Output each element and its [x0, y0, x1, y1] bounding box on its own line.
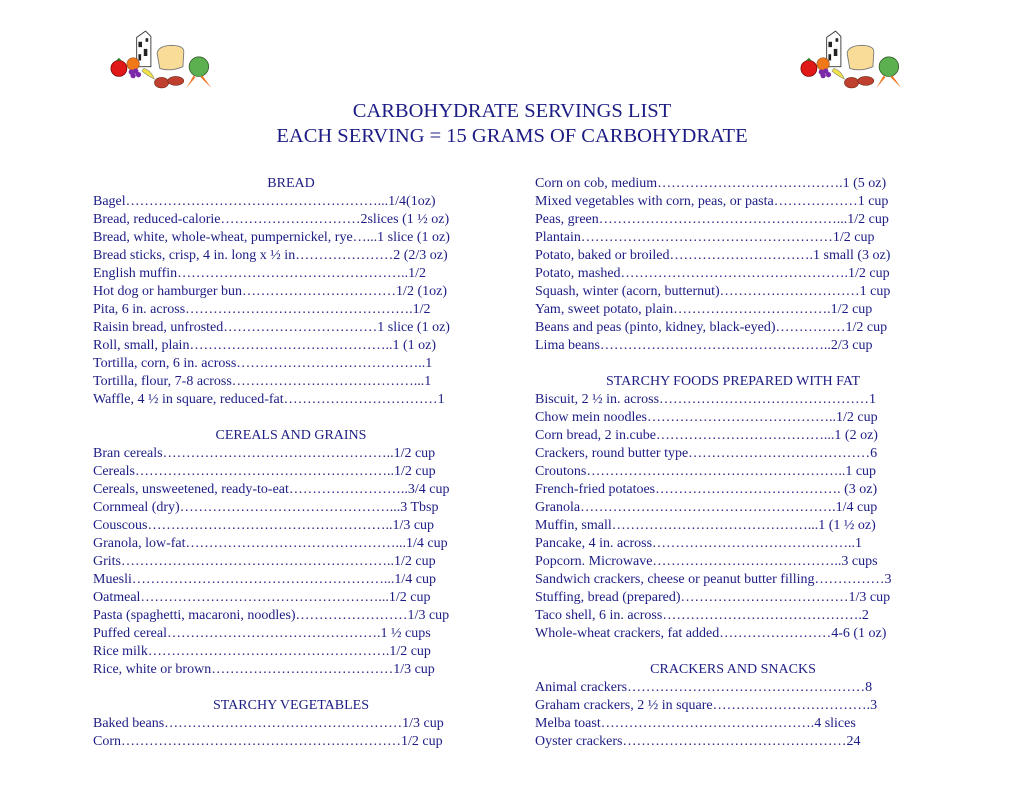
- list-item: Granola, low-fat………………………………………...1/4 cup: [93, 536, 448, 551]
- list-item: Whole-wheat crackers, fat added……………………4-6 (1 oz): [535, 626, 887, 641]
- section-crackers-and-snacks: [535, 643, 931, 751]
- tomato-icon: [111, 58, 127, 77]
- list-item: Biscuit, 2 ½ in. across………………………………………1: [535, 392, 877, 407]
- banana-icon: [142, 68, 154, 79]
- list-item: Squash, winter (acorn, butternut)…………………………1 cup: [535, 284, 891, 299]
- list-item: Croutons………………………………………………..1 cup: [535, 464, 877, 479]
- section-heading: STARCHY FOODS PREPARED WITH FAT: [605, 374, 861, 389]
- list-item: Granola……………………………………………….1/4 cup: [535, 500, 878, 515]
- list-item: Tortilla, corn, 6 in. across…………………………………..1: [93, 356, 433, 371]
- section-bread: [93, 175, 489, 409]
- list-item: Peas, green……………………………………………...1/2 cup: [535, 212, 889, 227]
- section-starchy-vegetables: [93, 679, 489, 751]
- section-spacer: [535, 355, 931, 373]
- list-item: Cereals, unsweetened, ready-to-eat……………………..3/4 cup: [93, 482, 450, 497]
- list-item: Bread, white, whole-wheat, pumpernickel, rye…...1 slice (1 oz): [93, 230, 450, 245]
- list-item: Roll, small, plain……………………………………..1 (1 oz): [93, 338, 436, 353]
- section-spacer: [93, 679, 489, 697]
- list-item: Beans and peas (pinto, kidney, black-eyed)……………1/2 cup: [535, 320, 888, 335]
- list-item: Oatmeal……………………………………………...1/2 cup: [93, 590, 431, 605]
- orange-icon: [817, 58, 829, 70]
- list-item: Sandwich crackers, cheese or peanut butter filling……………3: [535, 572, 892, 587]
- list-item: Mixed vegetables with corn, peas, or pasta………………1 cup: [535, 194, 889, 209]
- left-column: [93, 175, 489, 751]
- list-item: Plantain………………………………………………1/2 cup: [535, 230, 875, 245]
- bread-icon: [157, 45, 184, 70]
- bread-icon: [847, 45, 874, 70]
- banana-icon: [832, 68, 844, 79]
- list-item: Popcorn. Microwave…………………………………..3 cups: [535, 554, 878, 569]
- list-item: Bagel………………………………………………...1/4(1oz): [93, 194, 436, 209]
- grapes-icon: [129, 68, 141, 78]
- list-item: Bread, reduced-calorie…………………………2slices (1 ½ oz): [93, 212, 450, 227]
- section-starchy-foods-prepared-with-fat: [535, 355, 931, 643]
- list-item: Taco shell, 6 in. across…………………………………….2: [535, 608, 869, 623]
- food-clipart-left: [96, 24, 236, 104]
- section-heading: BREAD: [267, 176, 315, 191]
- list-item: Bread sticks, crisp, 4 in. long x ½ in…………………2 (2/3 oz): [93, 248, 448, 263]
- section-spacer: [535, 643, 931, 661]
- carrot-icon: [186, 76, 211, 88]
- list-item: Pasta (spaghetti, macaroni, noodles)……………………1/3 cup: [93, 608, 450, 623]
- list-item: Baked beans……………………………………………1/3 cup: [93, 716, 444, 731]
- list-item: Yam, sweet potato, plain…………………………….1/2 cup: [535, 302, 873, 317]
- list-item: Animal crackers……………………………………………8: [535, 680, 873, 695]
- list-item: Raisin bread, unfrosted……………………………1 slice (1 oz): [93, 320, 450, 335]
- list-item: Potato, baked or broiled………………………….1 small (3 oz): [535, 248, 891, 263]
- list-item: Stuffing, bread (prepared)………………………………1/3 cup: [535, 590, 891, 605]
- list-item: English muffin…………………………………………..1/2: [93, 266, 427, 281]
- right-column: [535, 175, 931, 751]
- section-heading: CRACKERS AND SNACKS: [650, 662, 816, 677]
- lettuce-icon: [879, 57, 899, 77]
- tomato-icon: [801, 58, 817, 77]
- list-item: Corn bread, 2 in.cube………………………………...1 (2 oz): [535, 428, 878, 443]
- list-item: Grits…………………………………………………..1/2 cup: [93, 554, 436, 569]
- meat-icon: [154, 76, 183, 88]
- food-clipart-right: [786, 24, 926, 104]
- list-item: Chow mein noodles…………………………………..1/2 cup: [535, 410, 878, 425]
- list-item: Couscous……………………………………………..1/3 cup: [93, 518, 435, 533]
- list-item: Cereals………………………………………………..1/2 cup: [93, 464, 436, 479]
- lettuce-icon: [189, 57, 209, 77]
- list-item: Crackers, round butter type…………………………………6: [535, 446, 878, 461]
- list-item: Melba toast……………………………………….4 slices: [535, 716, 856, 731]
- list-item: Muesli………………………………………………...1/4 cup: [93, 572, 436, 587]
- list-item: Potato, mashed………………………………………….1/2 cup: [535, 266, 890, 281]
- list-item: Cornmeal (dry)………………………………………...3 Tbsp: [93, 500, 439, 515]
- list-item: Bran cereals…………………………………………..1/2 cup: [93, 446, 436, 461]
- page-subtitle: EACH SERVING = 15 GRAMS OF CARBOHYDRATE: [276, 125, 748, 147]
- list-item: Waffle, 4 ½ in square, reduced-fat……………………………1: [93, 392, 445, 407]
- list-item: Muffin, small……………………………………...1 (1 ½ oz): [535, 518, 876, 533]
- section-heading: STARCHY VEGETABLES: [212, 698, 370, 713]
- list-item: Puffed cereal……………………………………….1 ½ cups: [93, 626, 431, 641]
- grapes-icon: [819, 68, 831, 78]
- section-heading: CEREALS AND GRAINS: [215, 428, 367, 443]
- list-item: Oyster crackers…………………………………………24: [535, 734, 861, 749]
- page-title: CARBOHYDRATE SERVINGS LIST: [352, 100, 672, 122]
- section-continued: [535, 175, 931, 355]
- meat-icon: [844, 76, 873, 88]
- list-item: Rice, white or brown…………………………………1/3 cup: [93, 662, 435, 677]
- list-item: Rice milk…………………………………………….1/2 cup: [93, 644, 431, 659]
- section-spacer: [93, 409, 489, 427]
- list-item: Corn on cob, medium………………………………….1 (5 oz): [535, 176, 887, 191]
- carrot-icon: [876, 76, 901, 88]
- list-item: Pancake, 4 in. across……………………………………..1: [535, 536, 863, 551]
- section-cereals-and-grains: [93, 409, 489, 679]
- list-item: Corn……………………………………………………1/2 cup: [93, 734, 443, 749]
- list-item: French-fried potatoes…………………………………. (3 oz): [535, 482, 878, 497]
- list-item: Tortilla, flour, 7-8 across…………………………………...1: [93, 374, 432, 389]
- list-item: Lima beans…………………………………………..2/3 cup: [535, 338, 873, 353]
- list-item: Graham crackers, 2 ½ in square…………………………….3: [535, 698, 878, 713]
- list-item: Pita, 6 in. across………………………………………….1/2: [93, 302, 431, 317]
- orange-icon: [127, 58, 139, 70]
- list-item: Hot dog or hamburger bun……………………………1/2 (1oz): [93, 284, 447, 299]
